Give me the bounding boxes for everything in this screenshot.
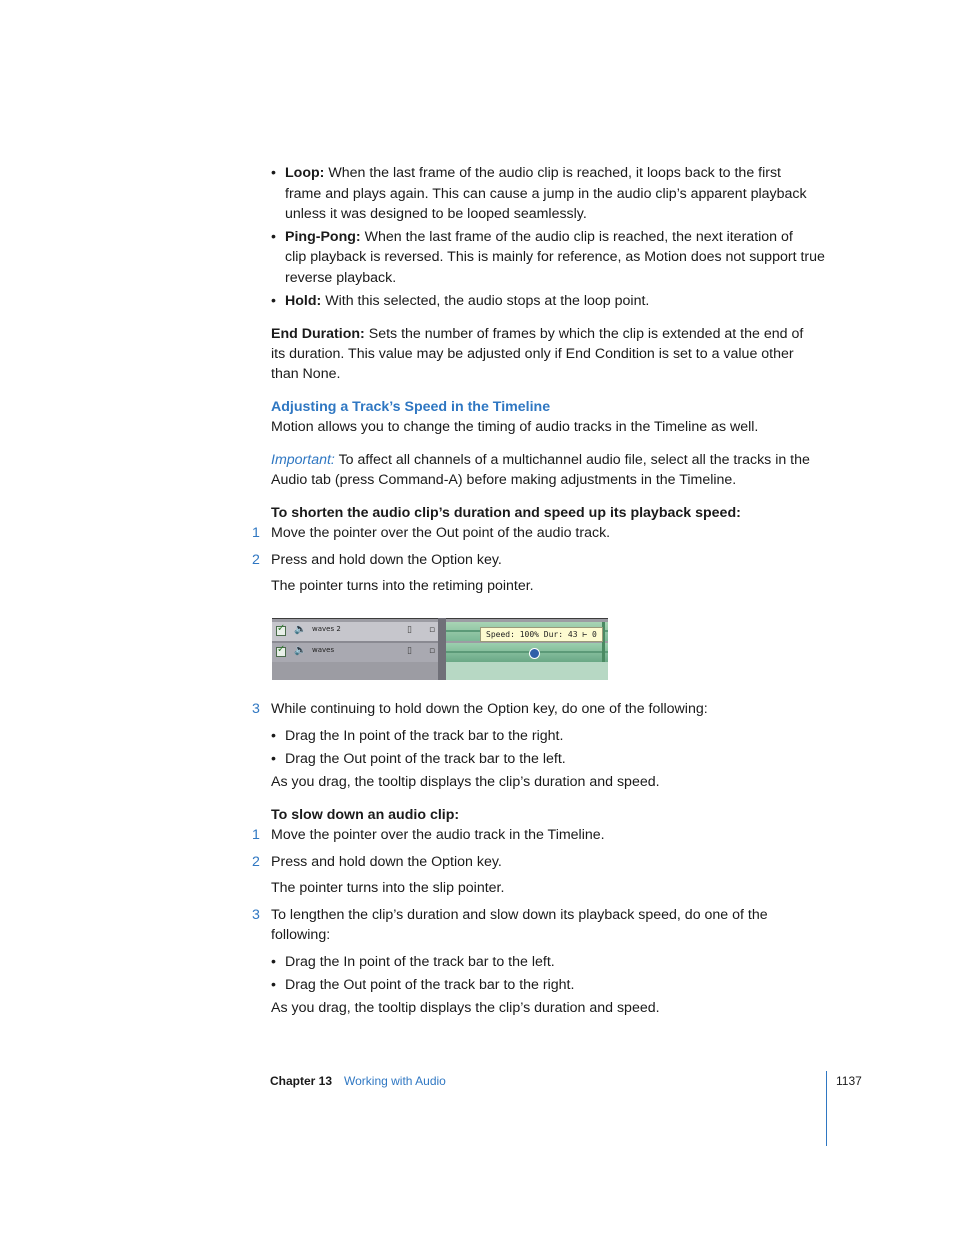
step-text: Press and hold down the Option key. [271, 854, 502, 870]
bullet-dot: • [271, 954, 276, 970]
bullet-text: When the last frame of the audio clip is reached, it loops back to the first [328, 165, 781, 181]
bullet-dot: • [271, 293, 276, 309]
end-duration-text: Sets the number of frames by which the clip is extended at the end of [368, 326, 804, 342]
end-duration-text: than None. [271, 366, 341, 382]
bullet-term: Ping-Pong: [285, 229, 361, 245]
step-number: 2 [252, 854, 260, 870]
bullet-dot: • [271, 728, 276, 744]
bullet-dot: • [271, 977, 276, 993]
task-heading: To slow down an audio clip: [271, 807, 460, 823]
option-item: Drag the In point of the track bar to the right. [285, 728, 564, 744]
link-icon: ▯ [407, 625, 412, 635]
timeline-background [446, 662, 608, 680]
bullet-text: unless it was designed to be looped seamlessly. [285, 206, 587, 222]
end-duration-term: End Duration: [271, 326, 365, 342]
bullet-text: When the last frame of the audio clip is reached, the next iteration of [364, 229, 793, 245]
step-number: 3 [252, 907, 260, 923]
option-item: Drag the In point of the track bar to the left. [285, 954, 555, 970]
footer-chapter: Chapter 13 [270, 1074, 333, 1088]
important-text: To affect all channels of a multichannel audio file, select all the tracks in the [338, 452, 810, 468]
step-result: The pointer turns into the retiming pointer. [271, 578, 534, 594]
step-text: To lengthen the clip’s duration and slow down its playback speed, do one of the [271, 907, 768, 923]
option-item: Drag the Out point of the track bar to the left. [285, 751, 566, 767]
task-heading: To shorten the audio clip’s duration and speed up its playback speed: [271, 505, 741, 521]
audio-clip-bar [446, 643, 608, 662]
lock-icon: ▫ [429, 646, 436, 656]
bullet-term: Loop: [285, 165, 325, 181]
important-text: Audio tab (press Command-A) before making adjustments in the Timeline. [271, 472, 737, 488]
step-number: 3 [252, 701, 260, 717]
enable-checkbox [276, 626, 286, 636]
panel-divider [438, 618, 446, 680]
step-text: Press and hold down the Option key. [271, 552, 502, 568]
section-heading: Adjusting a Track’s Speed in the Timeline [271, 399, 551, 415]
page-number: 1137 [836, 1074, 862, 1088]
bullet-term: Hold: [285, 293, 322, 309]
step-number: 2 [252, 552, 260, 568]
speed-tooltip: Speed: 100% Dur: 43 ⊢ 0 [480, 627, 603, 642]
task-result: As you drag, the tooltip displays the clip’s duration and speed. [271, 774, 660, 790]
bullet-text: With this selected, the audio stops at the loop point. [325, 293, 650, 309]
speaker-icon: 🔈 [294, 624, 307, 635]
end-duration-text: its duration. This value may be adjusted only if End Condition is set to a value other [271, 346, 794, 362]
step-text: Move the pointer over the audio track in the Timeline. [271, 827, 605, 843]
bullet-text: clip playback is reversed. This is mainly for reference, as Motion does not support true [285, 249, 825, 265]
bullet-dot: • [271, 751, 276, 767]
track-row [272, 622, 438, 641]
track-name: waves [312, 646, 335, 654]
track-name: waves 2 [312, 625, 341, 633]
timeline-screenshot [272, 618, 608, 680]
retiming-pointer-icon [529, 648, 540, 659]
step-result: The pointer turns into the slip pointer. [271, 880, 505, 896]
enable-checkbox [276, 647, 286, 657]
step-number: 1 [252, 827, 260, 843]
bullet-dot: • [271, 229, 276, 245]
link-icon: ▯ [407, 646, 412, 656]
lock-icon: ▫ [429, 625, 436, 635]
important-label: Important: [271, 452, 335, 468]
footer-rule [826, 1071, 827, 1146]
bullet-text: frame and plays again. This can cause a jump in the audio clip’s apparent playback [285, 186, 807, 202]
speaker-icon: 🔈 [294, 645, 307, 656]
task-result: As you drag, the tooltip displays the clip’s duration and speed. [271, 1000, 660, 1016]
bullet-dot: • [271, 165, 276, 181]
waveform [446, 651, 608, 653]
step-text: While continuing to hold down the Option key, do one of the following: [271, 701, 708, 717]
bullet-text: reverse playback. [285, 270, 397, 286]
track-row [272, 643, 438, 662]
step-number: 1 [252, 525, 260, 541]
option-item: Drag the Out point of the track bar to the right. [285, 977, 575, 993]
step-text: Move the pointer over the Out point of the audio track. [271, 525, 611, 541]
footer-chapter-title: Working with Audio [344, 1074, 446, 1088]
step-text: following: [271, 927, 331, 943]
section-intro: Motion allows you to change the timing of audio tracks in the Timeline as well. [271, 419, 759, 435]
